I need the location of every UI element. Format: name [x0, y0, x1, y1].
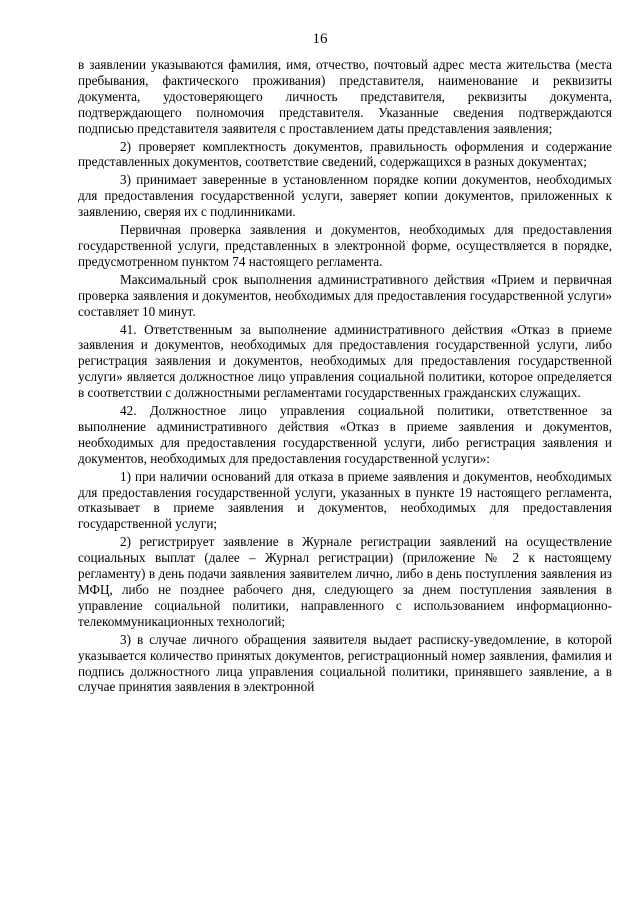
- paragraph-2: 2) проверяет комплектность документов, правильность оформления и содержание представленных документов, соответствие сведений, содержащихся в разных документах;: [78, 138, 612, 170]
- document-body: [78, 57, 612, 695]
- paragraph-3: 3) принимает заверенные в установленном порядке копии документов, необходимых для предоставления государственной услуги, заверяет копии документов, приложенных к заявлению, сверяя их с подлинниками.: [78, 172, 612, 220]
- paragraph-1: в заявлении указываются фамилия, имя, отчество, почтовый адрес места жительства (места пребывания, фактического проживания) представителя, наименование и реквизиты документа, удостоверяющего личность представителя, реквизиты документа, подтверждающего полномочия представителя. Указанные сведения подтверждаются подписью представителя заявителя с проставлением даты представления заявления;: [78, 57, 612, 136]
- page-number: 16: [312, 31, 328, 47]
- paragraph-7: 42. Должностное лицо управления социальной политики, ответственное за выполнение административного действия «Отказ в приеме заявления и документов, необходимых для предоставления государственной услуги, либо регистрация заявления и документов, необходимых для предоставления государственной услуги»:: [78, 403, 612, 466]
- paragraph-8: 1) при наличии оснований для отказа в приеме заявления и документов, необходимых для предоставления государственной услуги, указанных в пункте 19 настоящего регламента, отказывает в приеме заявления и документов, необходимых для предоставления государственной услуги;: [78, 468, 612, 532]
- paragraph-4: Первичная проверка заявления и документов, необходимых для предоставления государственной услуги, представленных в электронной форме, осуществляется в порядке, предусмотренном пунктом 74 настоящего регламента.: [78, 222, 612, 269]
- paragraph-6: 41. Ответственным за выполнение административного действия «Отказ в приеме заявления и документов, необходимых для предоставления государственной услуги, либо регистрация заявления и документов, необходимых для предоставления государственной услуги» является должностное лицо управления социальной политики, которое определяется в соответствии с должностными регламентами государственных гражданских служащих.: [78, 321, 612, 401]
- paragraph-5: Максимальный срок выполнения административного действия «Прием и первичная проверка заявления и документов, необходимых для предоставления государственной услуги» составляет 10 минут.: [78, 271, 612, 319]
- paragraph-10: 3) в случае личного обращения заявителя выдает расписку-уведомление, в которой указывается количество принятых документов, регистрационный номер заявления, фамилия и подпись должностного лица управления социальной политики, принявшего заявление, а в случае принятия заявления в электронной: [78, 631, 612, 695]
- paragraph-9: 2) регистрирует заявление в Журнале регистрации заявлений на осуществление социальных выплат (далее – Журнал регистрации) (приложение № 2 к настоящему регламенту) в день подачи заявления заявителем лично, либо в день поступления заявления из МФЦ, либо не позднее рабочего дня, следующего за днем поступления заявления в управление социальной политики, направленного с использованием информационно-телекоммуникационных технологий;: [78, 534, 612, 629]
